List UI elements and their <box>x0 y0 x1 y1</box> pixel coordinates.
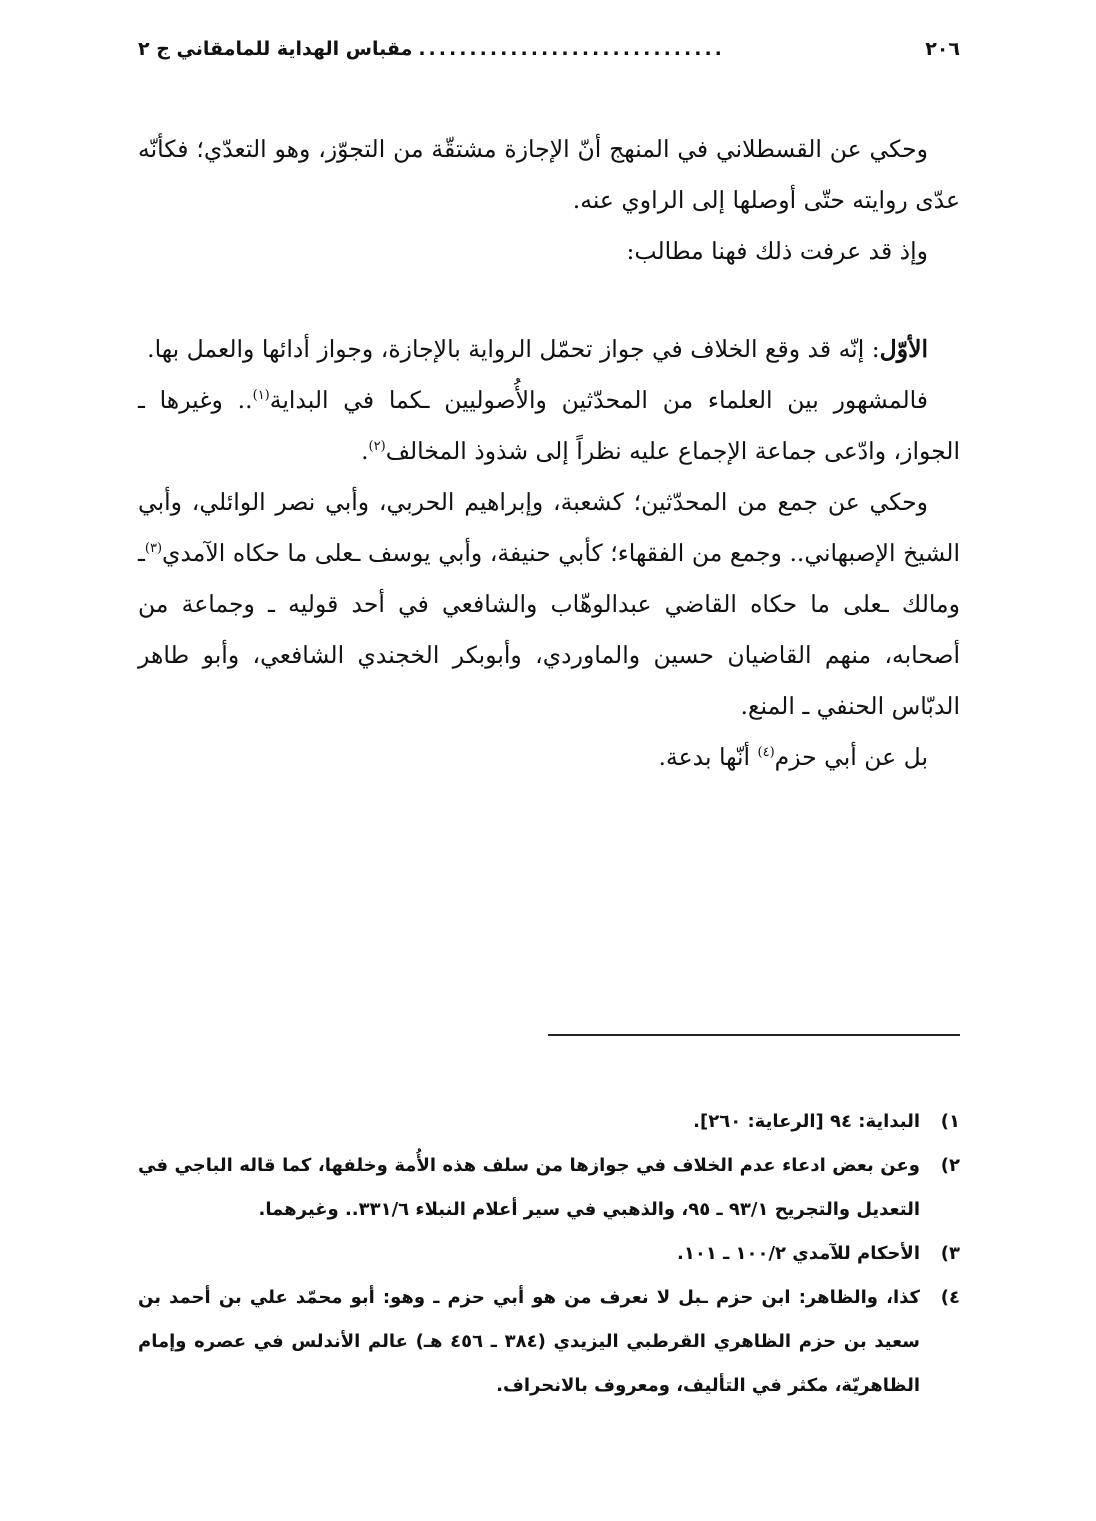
footnote-ref-4[interactable]: (٤) <box>757 745 775 760</box>
footnote-3 <box>138 1232 960 1276</box>
paragraph-4-part-b: .. وغيرها ـ الجواز، وادّعى جماعة الإجماع عليه نظراً إلى شذوذ المخالف <box>138 386 960 465</box>
footnote-number: ٣) <box>940 1243 960 1264</box>
paragraph-3 <box>138 324 960 375</box>
page-header <box>138 38 960 80</box>
header-dots: .............................. <box>418 38 725 60</box>
paragraph-4-part-a: فالمشهور بين العلماء من المحدّثين والأُصوليين ـكما في البداية <box>269 386 929 414</box>
paragraph-4-part-c: . <box>361 437 369 465</box>
footnote-separator <box>548 1034 960 1036</box>
page <box>138 38 960 1396</box>
section-label: الأوّل <box>879 335 928 363</box>
paragraph-2: وإذ قد عرفت ذلك فهنا مطالب: <box>626 237 928 265</box>
paragraph-5 <box>138 477 960 732</box>
footnote-number: ٢) <box>940 1155 960 1176</box>
main-text <box>138 124 960 783</box>
footnote-number: ٤) <box>940 1287 960 1308</box>
paragraph-3-text: : إنّه قد وقع الخلاف في جواز تحمّل الرواية بالإجازة، وجواز أدائها والعمل بها. <box>147 335 880 363</box>
section-gap <box>138 277 960 324</box>
footnotes <box>138 1100 960 1408</box>
paragraph-5-part-b: ـ ومالك ـعلى ما حكاه القاضي عبدالوهّاب والشافعي في أحد قوليه ـ وجماعة من أصحابه، منهم القاضيان حسين والماوردي، وأبوبكر الخجندي الشافعي، وأبو طاهر الدبّاس الحنفي ـ المنع. <box>138 539 960 720</box>
paragraph-4 <box>138 375 960 477</box>
page-number: ٢٠٦ <box>925 38 960 60</box>
footnote-4 <box>138 1276 960 1408</box>
paragraph-5-part-a: وحكي عن جمع من المحدّثين؛ كشعبة، وإبراهيم الحربي، وأبي نصر الوائلي، وأبي الشيخ الإصبهاني.. وجمع من الفقهاء؛ كأبي حنيفة، وأبي يوسف ـعلى ما حكاه الآمدي <box>138 488 960 567</box>
running-header <box>138 38 725 60</box>
paragraph-6-part-b: أنّها بدعة. <box>658 743 758 771</box>
footnote-2 <box>138 1144 960 1232</box>
running-title: مقباس الهداية للمامقاني ج ٢ <box>138 38 413 60</box>
footnote-text: كذا، والظاهر: ابن حزم ـبل لا نعرف من هو أبي حزم ـ وهو: أبو محمّد علي بن أحمد بن سعيد بن حزم الظاهري القرطبي اليزيدي (٣٨٤ ـ ٤٥٦ هـ) عالم الأندلس في عصره وإمام الظاهريّة، مكثر في التأليف، ومعروف بالانحراف. <box>138 1287 920 1396</box>
footnote-ref-1[interactable]: (١) <box>252 388 270 403</box>
paragraph-1: وحكي عن القسطلاني في المنهج أنّ الإجازة مشتقّة من التجوّز، وهو التعدّي؛ فكأنّه عدّى روايته حتّى أوصلها إلى الراوي عنه. <box>138 135 960 214</box>
footnote-text: وعن بعض ادعاء عدم الخلاف في جوازها من سلف هذه الأُمة وخلفها، كما قاله الباجي في التعديل والتجريح ٩٣/١ ـ ٩٥، والذهبي في سير أعلام النبلاء ٣٣١/٦.. وغيرهما. <box>138 1155 920 1220</box>
footnote-number: ١) <box>940 1111 960 1132</box>
footnote-text: البداية: ٩٤ [الرعاية: ٢٦٠]. <box>693 1111 920 1132</box>
paragraph-6 <box>138 732 960 783</box>
footnote-ref-2[interactable]: (٢) <box>368 439 386 454</box>
footnote-text: الأحكام للآمدي ١٠٠/٢ ـ ١٠١. <box>677 1243 920 1264</box>
paragraph-6-part-a: بل عن أبي حزم <box>774 743 928 771</box>
footnote-ref-3[interactable]: (٣) <box>144 541 163 556</box>
footnote-1 <box>138 1100 960 1144</box>
